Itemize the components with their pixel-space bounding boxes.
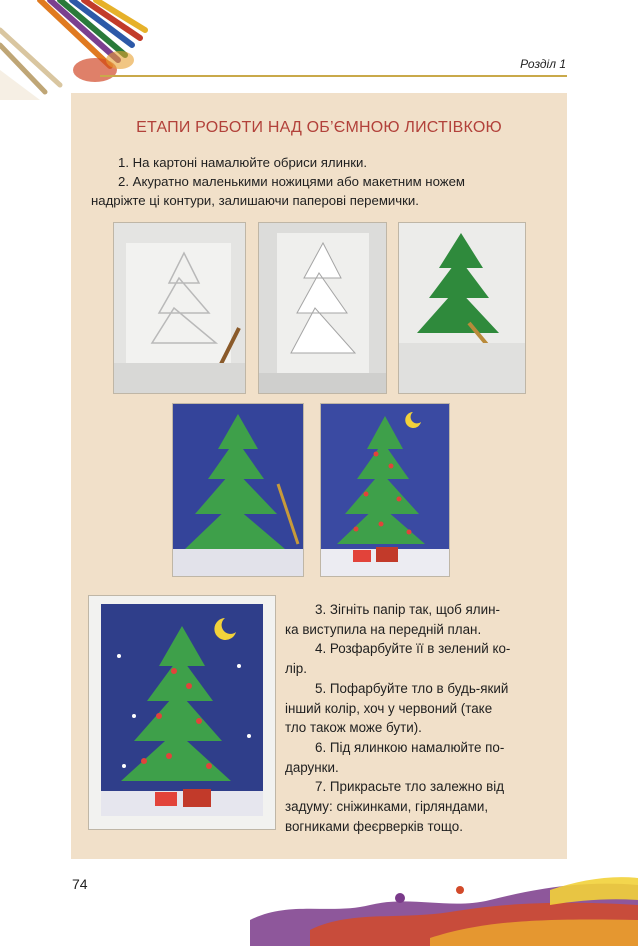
- photo-painting-green: [398, 222, 526, 394]
- step-line: 5. Пофарбуйте тло в будь-який: [315, 680, 509, 696]
- photo-cut-cardboard: [258, 222, 387, 394]
- step-line: 4. Розфарбуйте її в зелений ко-: [315, 641, 511, 657]
- step-line: дарунки.: [285, 759, 339, 775]
- step-line: 3. Зігніть папір так, щоб ялин-: [315, 602, 500, 617]
- photo-outline-sketch: [113, 222, 246, 394]
- photo-decorated-tree: [320, 403, 450, 577]
- step-line: 6. Під ялинкою намалюйте по-: [315, 739, 505, 755]
- step-2-text: 2. Акуратно маленькими ножицями або макетним ножем: [118, 174, 465, 189]
- step-line: тло також може бути).: [285, 720, 422, 736]
- step-line: вогниками феєрверків тощо.: [285, 818, 463, 834]
- paint-splash-decoration: [250, 860, 638, 946]
- step-line: лір.: [285, 661, 307, 677]
- step-line: інший колір, хоч у червоний (таке: [285, 700, 493, 716]
- header-rule: [100, 75, 567, 77]
- step-1-text: 1. На картоні намалюйте обриси ялинки.: [118, 155, 368, 170]
- step-line: задуму: сніжинками, гірляндами,: [285, 799, 489, 815]
- photo-blue-background: [172, 403, 304, 577]
- step-line: ка виступила на передній план.: [285, 621, 482, 637]
- page-title: ЕТАПИ РОБОТИ НАД ОБ’ЄМНОЮ ЛИСТІВКОЮ: [136, 119, 502, 136]
- step-2-continuation: надріжте ці контури, залишаючи паперові перемички.: [91, 193, 419, 208]
- pencils-decoration: [0, 0, 160, 100]
- chapter-label: Розділ 1: [520, 57, 566, 71]
- photo-final-card: [88, 595, 276, 830]
- steps-text-block: [285, 600, 547, 836]
- page-number: 74: [72, 876, 88, 892]
- step-line: 7. Прикрасьте тло залежно від: [315, 779, 505, 795]
